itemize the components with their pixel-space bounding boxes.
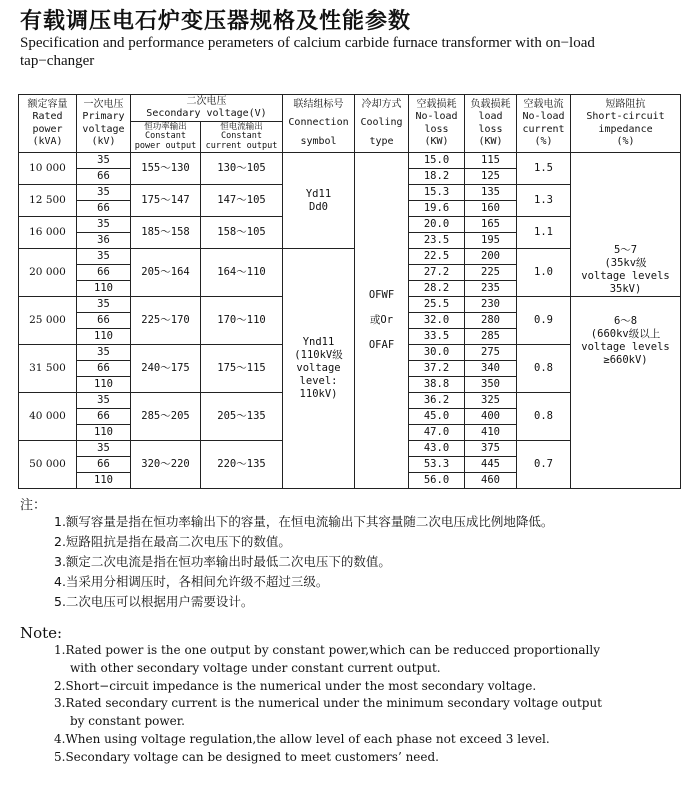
note-en-item: 3.Rated secondary current is the numerical under the minimum secondary voltage output	[54, 696, 603, 711]
rated-power-cell: 40 000	[19, 393, 77, 441]
no-load-loss-cell: 53.3	[409, 457, 465, 473]
note-cn-item: 2.短路阻抗是指在最高二次电压下的数值。	[54, 534, 291, 549]
no-load-loss-cell: 19.6	[409, 201, 465, 217]
load-loss-cell: 325	[465, 393, 517, 409]
load-loss-cell: 400	[465, 409, 517, 425]
no-load-loss-cell: 38.8	[409, 377, 465, 393]
connection-line: voltage	[296, 362, 341, 374]
load-loss-cell: 225	[465, 265, 517, 281]
load-loss-cell: 195	[465, 233, 517, 249]
rated-power-cell: 10 000	[19, 153, 77, 185]
load-loss-cell: 410	[465, 425, 517, 441]
header-load-loss: 负载损耗 load loss (KW)	[465, 95, 517, 153]
connection-line: (110kV级	[294, 349, 343, 361]
cooling-line: OFAF	[368, 339, 395, 351]
constant-power-cell: 155～130	[131, 153, 201, 185]
header-short-circuit: 短路阻抗 Short-circuit impedance (%)	[571, 95, 681, 153]
constant-current-cell: 158～105	[201, 217, 283, 249]
load-loss-cell: 340	[465, 361, 517, 377]
no-load-current-cell: 0.9	[517, 297, 571, 345]
load-loss-cell: 135	[465, 185, 517, 201]
short-circuit-line: (660kv级以上	[590, 328, 661, 340]
load-loss-cell: 235	[465, 281, 517, 297]
no-load-loss-cell: 22.5	[409, 249, 465, 265]
connection-line: Ynd11	[302, 336, 335, 348]
rated-power-cell: 50 000	[19, 441, 77, 489]
primary-voltage-cell: 66	[77, 457, 131, 473]
load-loss-cell: 125	[465, 169, 517, 185]
header-connection: 联结组标号 Connection symbol	[283, 95, 355, 153]
no-load-loss-cell: 47.0	[409, 425, 465, 441]
no-load-loss-cell: 15.3	[409, 185, 465, 201]
header-no-load-current: 空载电流 No-load current (%)	[517, 95, 571, 153]
short-circuit-line: 35kV)	[609, 283, 642, 295]
header-constant-current: 恒电流输出 Constant current output	[201, 122, 283, 153]
primary-voltage-cell: 66	[77, 313, 131, 329]
primary-voltage-cell: 110	[77, 281, 131, 297]
no-load-loss-cell: 30.0	[409, 345, 465, 361]
note-cn-item: 3.额定二次电流是指在恒功率输出时最低二次电压下的数值。	[54, 554, 391, 569]
constant-power-cell: 320～220	[131, 441, 201, 489]
rated-power-cell: 25 000	[19, 297, 77, 345]
constant-power-cell: 285～205	[131, 393, 201, 441]
load-loss-cell: 165	[465, 217, 517, 233]
constant-current-cell: 220～135	[201, 441, 283, 489]
no-load-loss-cell: 32.0	[409, 313, 465, 329]
primary-voltage-cell: 35	[77, 441, 131, 457]
table-row	[19, 153, 681, 169]
cooling-line: 或Or	[369, 314, 394, 326]
spec-table-body	[19, 153, 681, 489]
no-load-current-cell: 1.5	[517, 153, 571, 185]
short-circuit-line: ≥660kV)	[603, 354, 648, 366]
primary-voltage-cell: 66	[77, 361, 131, 377]
constant-current-cell: 130～105	[201, 153, 283, 185]
constant-power-cell: 175～147	[131, 185, 201, 217]
short-circuit-line: 6～8	[613, 315, 638, 327]
load-loss-cell: 285	[465, 329, 517, 345]
no-load-loss-cell: 20.0	[409, 217, 465, 233]
load-loss-cell: 200	[465, 249, 517, 265]
header-cooling: 冷却方式 Cooling type	[355, 95, 409, 153]
primary-voltage-cell: 35	[77, 297, 131, 313]
note-en-item-continued: with other secondary voltage under constant current output.	[70, 660, 441, 675]
no-load-current-cell: 0.8	[517, 393, 571, 441]
connection-line: level:	[299, 375, 338, 387]
short-circuit-cell-b	[571, 297, 681, 489]
note-en-item: 1.Rated power is the one output by constant power,which can be reducced proportionally	[54, 643, 601, 657]
primary-voltage-cell: 110	[77, 377, 131, 393]
constant-current-cell: 170～110	[201, 297, 283, 345]
primary-voltage-cell: 66	[77, 265, 131, 281]
primary-voltage-cell: 66	[77, 409, 131, 425]
no-load-loss-cell: 45.0	[409, 409, 465, 425]
no-load-loss-cell: 56.0	[409, 473, 465, 489]
primary-voltage-cell: 35	[77, 345, 131, 361]
page-title-en: Specification and performance perameters of calcium carbide furnace transformer with on−load tap−changer	[20, 35, 595, 69]
no-load-loss-cell: 25.5	[409, 297, 465, 313]
header-no-load-loss: 空载损耗 No-load loss (KW)	[409, 95, 465, 153]
primary-voltage-cell: 36	[77, 233, 131, 249]
primary-voltage-cell: 110	[77, 425, 131, 441]
page-title-cn: 有载调压电石炉变压器规格及性能参数	[20, 9, 412, 34]
short-circuit-line: 5～7	[613, 244, 638, 256]
load-loss-cell: 160	[465, 201, 517, 217]
primary-voltage-cell: 35	[77, 393, 131, 409]
constant-current-cell: 164～110	[201, 249, 283, 297]
load-loss-cell: 460	[465, 473, 517, 489]
no-load-current-cell: 1.3	[517, 185, 571, 217]
load-loss-cell: 230	[465, 297, 517, 313]
rated-power-cell: 31 500	[19, 345, 77, 393]
header-rated-power: 额定容量 Rated power (kVA)	[19, 95, 77, 153]
primary-voltage-cell: 35	[77, 153, 131, 169]
no-load-loss-cell: 18.2	[409, 169, 465, 185]
cooling-cell	[355, 153, 409, 489]
constant-power-cell: 205～164	[131, 249, 201, 297]
no-load-loss-cell: 28.2	[409, 281, 465, 297]
short-circuit-line: (35kv级	[604, 257, 647, 269]
primary-voltage-cell: 110	[77, 329, 131, 345]
primary-voltage-cell: 110	[77, 473, 131, 489]
connection-line: Yd11	[305, 187, 332, 200]
no-load-current-cell: 0.8	[517, 345, 571, 393]
connection-line: 110kV)	[299, 388, 338, 400]
rated-power-cell: 20 000	[19, 249, 77, 297]
load-loss-cell: 115	[465, 153, 517, 169]
load-loss-cell: 280	[465, 313, 517, 329]
primary-voltage-cell: 66	[77, 169, 131, 185]
notes-en-title: Note:	[20, 624, 63, 642]
primary-voltage-cell: 66	[77, 201, 131, 217]
primary-voltage-cell: 35	[77, 185, 131, 201]
constant-power-cell: 225～170	[131, 297, 201, 345]
short-circuit-line: voltage levels	[581, 341, 670, 353]
connection-cell-ynd11	[283, 249, 355, 489]
no-load-loss-cell: 37.2	[409, 361, 465, 377]
connection-line: Dd0	[309, 200, 328, 213]
rated-power-cell: 16 000	[19, 217, 77, 249]
constant-current-cell: 205～135	[201, 393, 283, 441]
note-cn-item: 1.额写容量是指在恒功率输出下的容量，在恒电流输出下其容量随二次电压成比例地降低。	[54, 514, 554, 529]
primary-voltage-cell: 35	[77, 249, 131, 265]
no-load-loss-cell: 23.5	[409, 233, 465, 249]
load-loss-cell: 350	[465, 377, 517, 393]
load-loss-cell: 445	[465, 457, 517, 473]
notes-cn-title: 注：	[20, 498, 47, 513]
constant-power-cell: 240～175	[131, 345, 201, 393]
no-load-loss-cell: 33.5	[409, 329, 465, 345]
note-cn-item: 5.二次电压可以根据用户需要设计。	[54, 594, 254, 609]
no-load-current-cell: 1.0	[517, 249, 571, 297]
no-load-current-cell: 0.7	[517, 441, 571, 489]
note-cn-item: 4.当采用分相调压时，各相间允许级不超过三级。	[54, 574, 329, 589]
short-circuit-line: voltage levels	[581, 270, 670, 282]
note-en-item-continued: by constant power.	[70, 714, 185, 729]
no-load-loss-cell: 43.0	[409, 441, 465, 457]
constant-current-cell: 147～105	[201, 185, 283, 217]
notes-cn-list	[54, 512, 553, 612]
header-secondary-voltage: 二次电压 Secondary voltage(V)	[131, 95, 283, 122]
note-en-item: 4.When using voltage regulation,the allow level of each phase not exceed 3 level.	[54, 731, 550, 746]
note-en-item: 5.Secondary voltage can be designed to meet customers’ need.	[54, 749, 439, 764]
header-primary-voltage: 一次电压 Primary voltage (kV)	[77, 95, 131, 153]
header-constant-power: 恒功率输出 Constant power output	[131, 122, 201, 153]
spec-table	[18, 94, 681, 489]
constant-current-cell: 175～115	[201, 345, 283, 393]
connection-cell-yd11	[283, 153, 355, 249]
load-loss-cell: 375	[465, 441, 517, 457]
no-load-loss-cell: 36.2	[409, 393, 465, 409]
rated-power-cell: 12 500	[19, 185, 77, 217]
short-circuit-cell-a	[571, 153, 681, 297]
note-en-item: 2.Short−circuit impedance is the numerical under the most secondary voltage.	[54, 678, 537, 693]
no-load-loss-cell: 15.0	[409, 153, 465, 169]
cooling-line: OFWF	[368, 289, 395, 301]
notes-en-list	[54, 642, 602, 767]
no-load-loss-cell: 27.2	[409, 265, 465, 281]
constant-power-cell: 185～158	[131, 217, 201, 249]
no-load-current-cell: 1.1	[517, 217, 571, 249]
load-loss-cell: 275	[465, 345, 517, 361]
primary-voltage-cell: 35	[77, 217, 131, 233]
